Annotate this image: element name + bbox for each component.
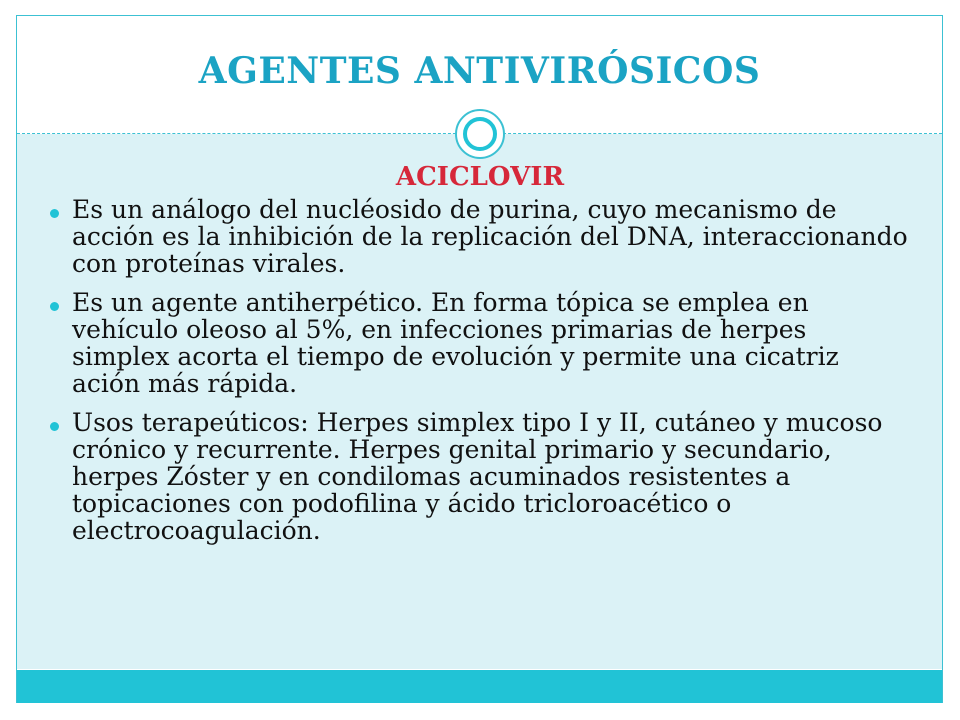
bullet-item — [48, 289, 908, 397]
bullet-dot-icon — [50, 209, 59, 218]
bullet-text: Usos terapeúticos: Herpes simplex tipo I y II, cutáneo y mucoso crónico y recurrente. Herpes genital primario y secundario, herpes Zóster y en condilomas acuminados resistentes a topicaciones con podofilina y ácido tricloroacético o electrocoagulación. — [72, 408, 883, 545]
slide-title: AGENTES ANTIVIRÓSICOS — [198, 50, 761, 92]
bullet-item — [48, 409, 908, 544]
bullet-text: Es un análogo del nucléosido de purina, cuyo mecanismo de acción es la inhibición de la replicación del DNA, interaccionando con proteínas virales. — [72, 195, 908, 278]
bullet-dot-icon — [50, 302, 59, 311]
bottom-accent-bar — [17, 670, 942, 703]
slide-subheading: ACICLOVIR — [395, 162, 565, 192]
circle-ornament-inner — [463, 117, 497, 151]
bullet-text: Es un agente antiherpético. En forma tópica se emplea en vehículo oleoso al 5%, en infecciones primarias de herpes simplex acorta el tiempo de evolución y permite una cicatriz ación más rápida. — [72, 288, 839, 398]
bullet-item — [48, 196, 908, 277]
circle-ornament-icon — [455, 109, 505, 159]
bullet-dot-icon — [50, 422, 59, 431]
bullet-list — [48, 196, 908, 556]
